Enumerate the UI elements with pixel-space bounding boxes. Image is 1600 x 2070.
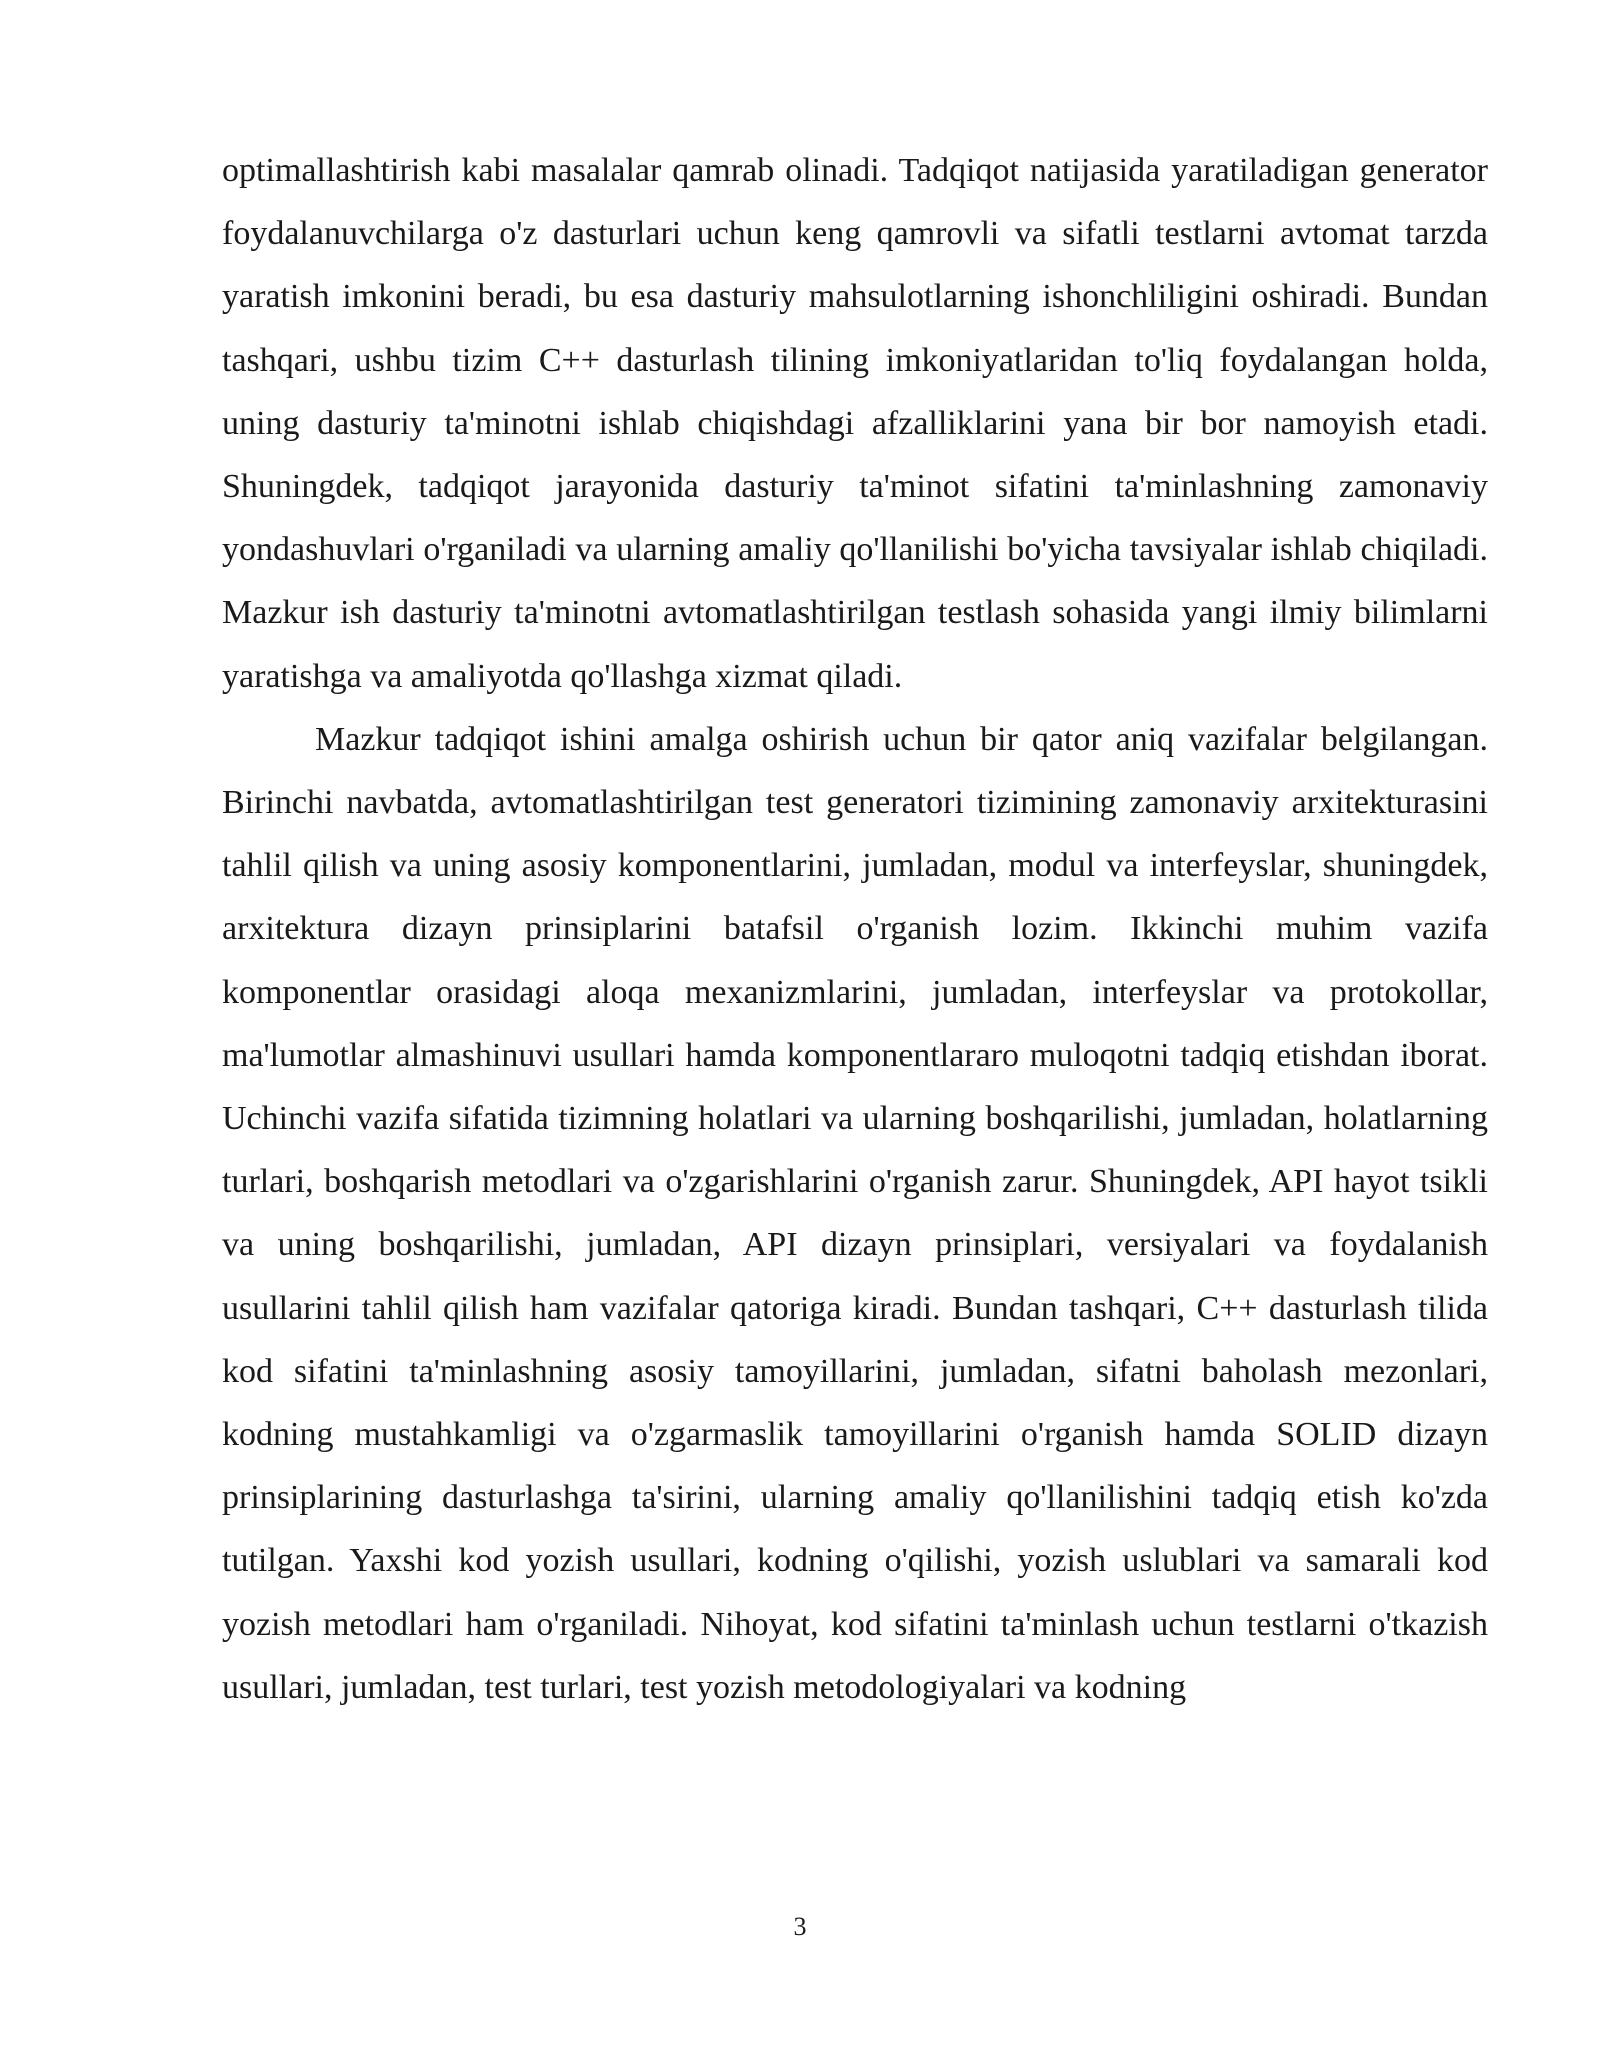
paragraph-1: optimallashtirish kabi masalalar qamrab olinadi. Tadqiqot natijasida yaratiladigan generator foydalanuvchilarga o'z dasturlari uchun keng qamrovli va sifatli testlarni avtomat tarzda yaratish imkonini beradi, bu esa dasturiy mahsulotlarning ishonchliligini oshiradi. Bundan tashqari, ushbu tizim C++ dasturlash tilining imkoniyatlaridan to'liq foydalangan holda, uning dasturiy ta'minotni ishlab chiqishdagi afzalliklarini yana bir bor namoyish etadi. Shuningdek, tadqiqot jarayonida dasturiy ta'minot sifatini ta'minlashning zamonaviy yondashuvlari o'rganiladi va ularning amaliy qo'llanilishi bo'yicha tavsiyalar ishlab chiqiladi. Mazkur ish dasturiy ta'minotni avtomatlashtirilgan testlash sohasida yangi ilmiy bilimlarni yaratishga va amaliyotda qo'llashga xizmat qiladi. xyxy=(222,152,1488,695)
text-body xyxy=(222,139,1488,1719)
page-number: 3 xyxy=(793,1912,807,1941)
paragraph-2: Mazkur tadqiqot ishini amalga oshirish uchun bir qator aniq vazifalar belgilangan. Birinchi navbatda, avtomatlashtirilgan test generatori tizimining zamonaviy arxitekturasini tahlil qilish va uning asosiy komponentlarini, jumladan, modul va interfeyslar, shuningdek, arxitektura dizayn prinsiplarini batafsil o'rganish lozim. Ikkinchi muhim vazifa komponentlar orasidagi aloqa mexanizmlarini, jumladan, interfeyslar va protokollar, ma'lumotlar almashinuvi usullari hamda komponentlararo muloqotni tadqiq etishdan iborat. Uchinchi vazifa sifatida tizimning holatlari va ularning boshqarilishi, jumladan, holatlarning turlari, boshqarish metodlari va o'zgarishlarini o'rganish zarur. Shuningdek, API hayot tsikli va uning boshqarilishi, jumladan, API dizayn prinsiplari, versiyalari va foydalanish usullarini tahlil qilish ham vazifalar qatoriga kiradi. Bundan tashqari, C++ dasturlash tilida kod sifatini ta'minlashning asosiy tamoyillarini, jumladan, sifatni baholash mezonlari, kodning mustahkamligi va o'zgarmaslik tamoyillarini o'rganish hamda SOLID dizayn prinsiplarining dasturlashga ta'sirini, ularning amaliy qo'llanilishini tadqiq etish ko'zda tutilgan. Yaxshi kod yozish usullari, kodning o'qilishi, yozish uslublari va samarali kod yozish metodlari ham o'rganiladi. Nihoyat, kod sifatini ta'minlash uchun testlarni o'tkazish usullari, jumladan, test turlari, test yozish metodologiyalari va kodning xyxy=(222,720,1488,1706)
